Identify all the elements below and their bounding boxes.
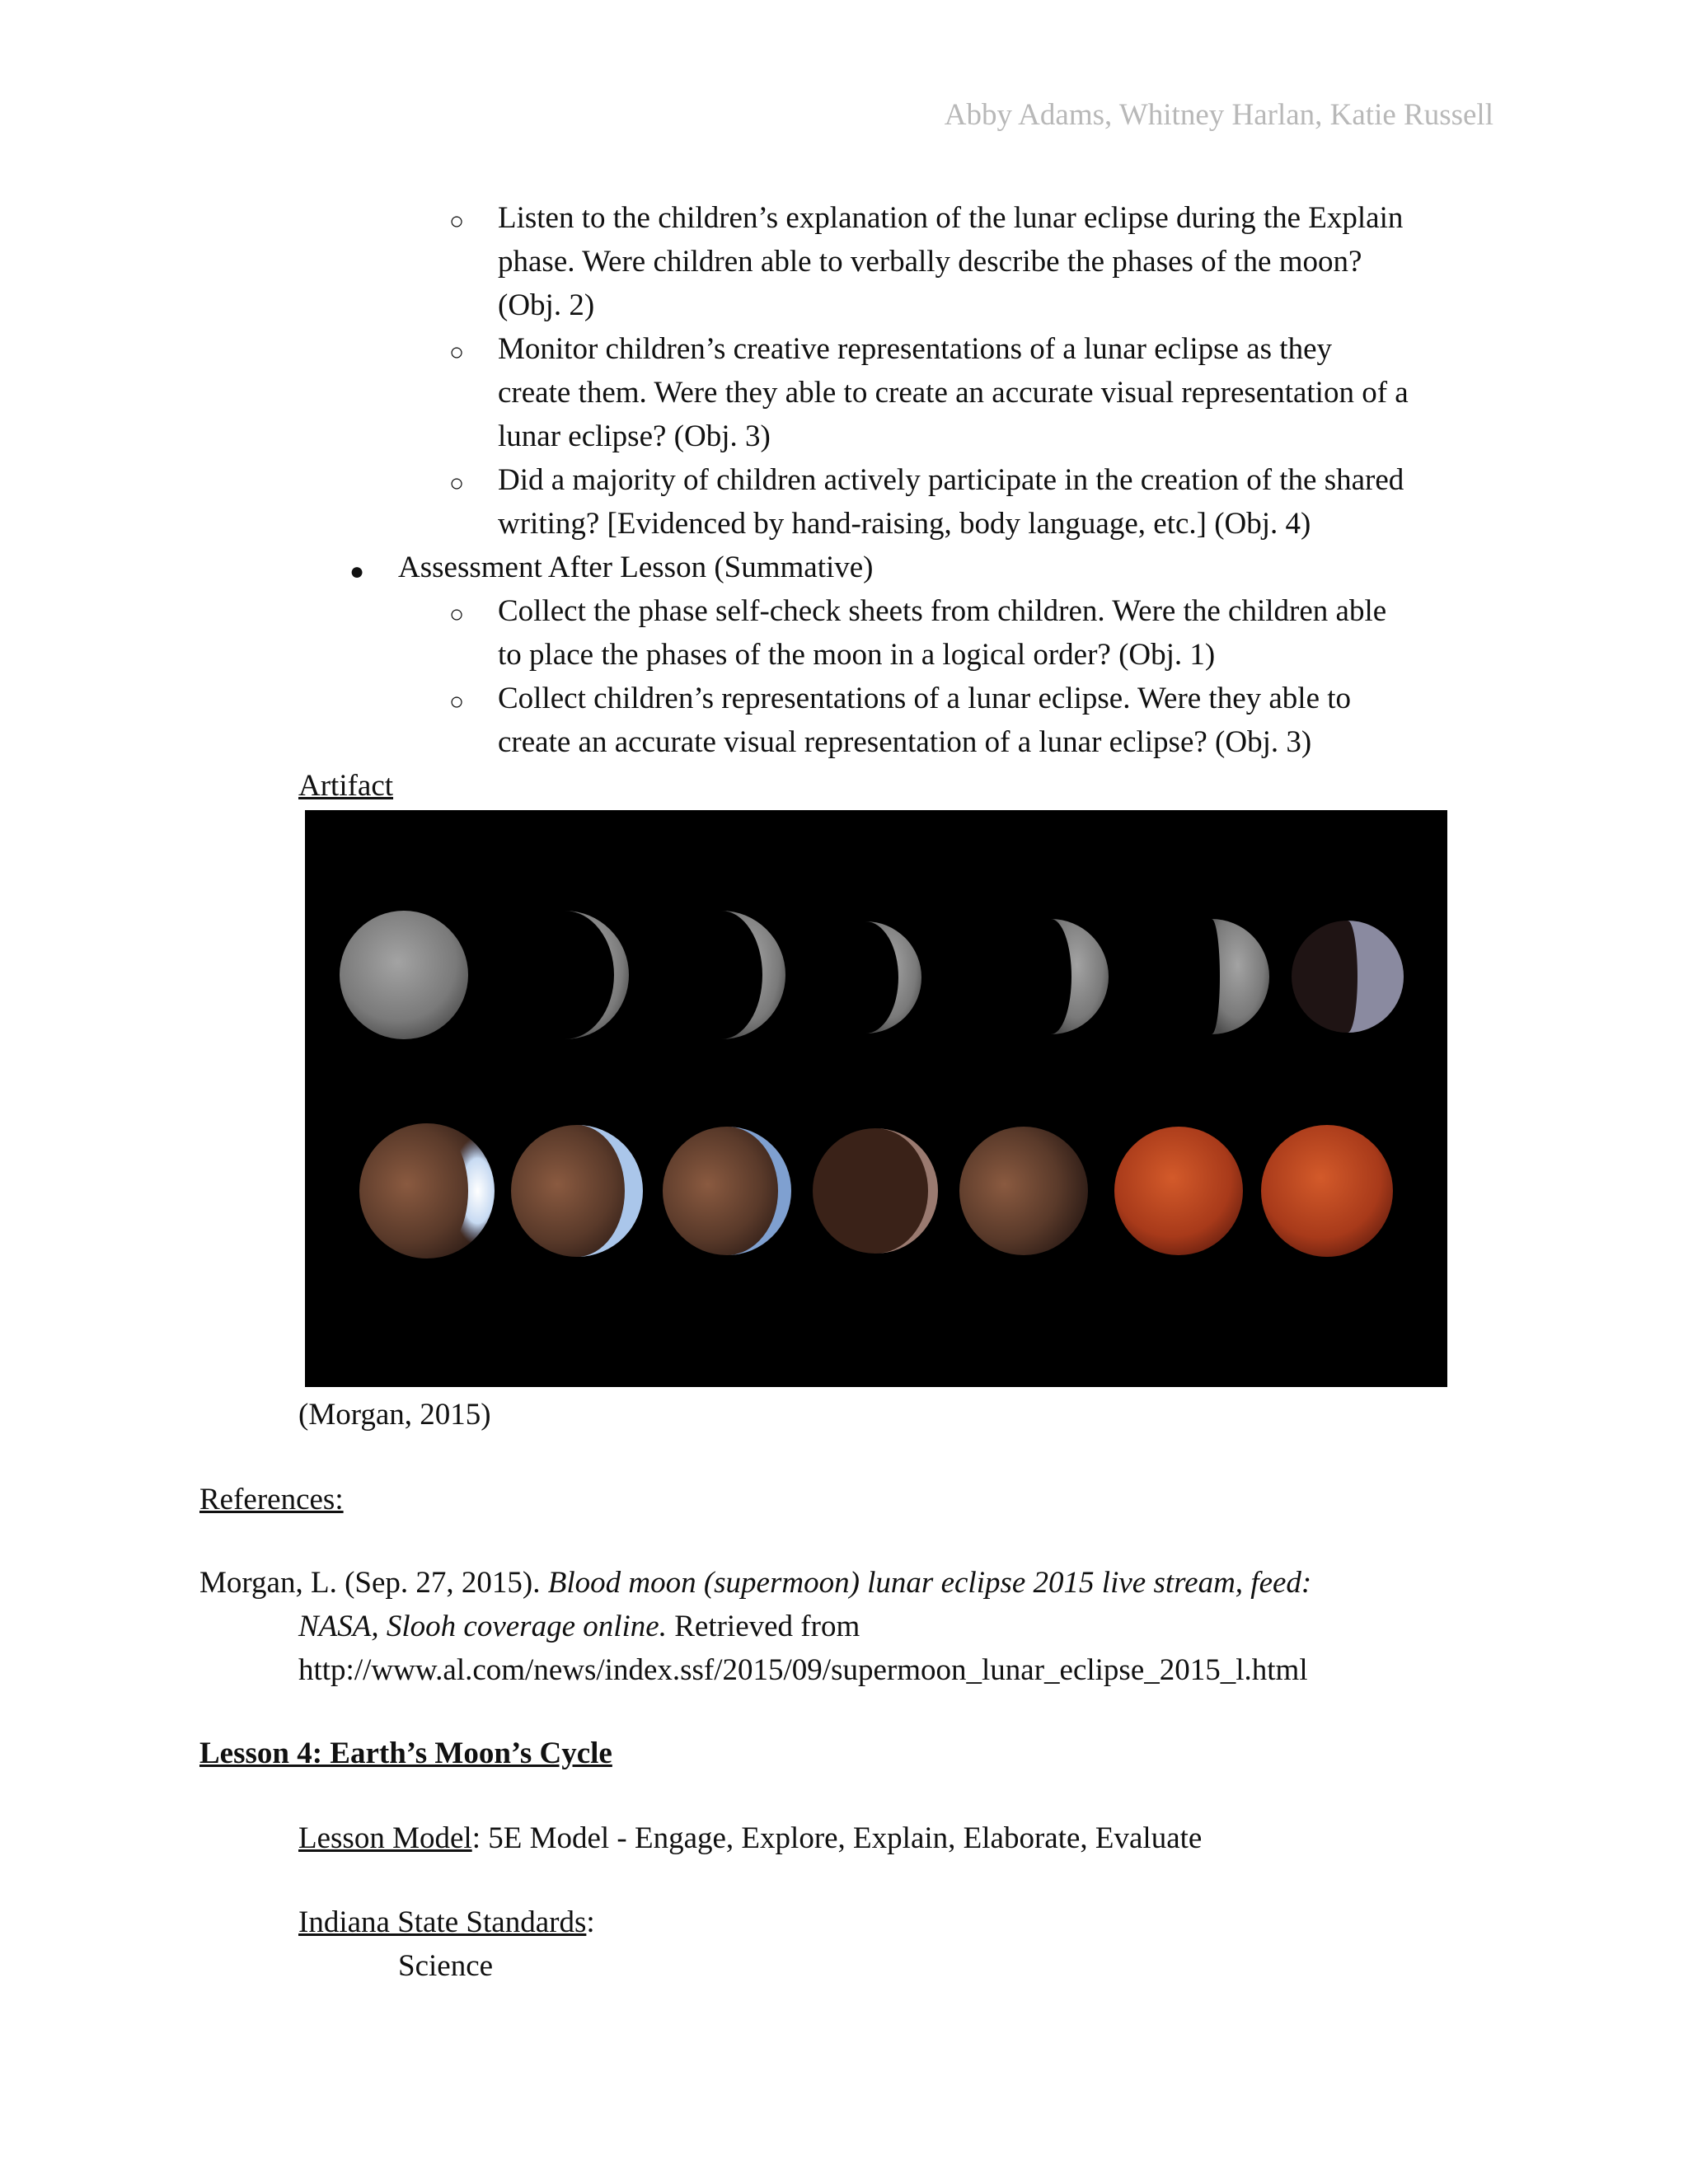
references-heading: References:	[199, 1483, 344, 1516]
reference-author-date: Morgan, L. (Sep. 27, 2015).	[199, 1566, 548, 1600]
after-lesson-label: Assessment After Lesson (Summative)	[398, 551, 874, 584]
moon-phase-icon	[340, 911, 468, 1039]
moon-phase-icon	[959, 1127, 1088, 1255]
standards-line	[298, 1900, 595, 1944]
assessment-item-line: to place the phases of the moon in a logical order? (Obj. 1)	[498, 638, 1216, 672]
standards-label: Indiana State Standards	[298, 1905, 587, 1939]
assessment-item-line: (Obj. 2)	[498, 288, 595, 322]
lunar-eclipse-photo	[305, 810, 1447, 1387]
standards-colon: :	[586, 1905, 595, 1939]
hollow-bullet-icon: ○	[449, 208, 465, 235]
lesson-model-value: : 5E Model - Engage, Explore, Explain, Elaborate, Evaluate	[471, 1821, 1203, 1855]
lesson-title: Lesson 4: Earth’s Moon’s Cycle	[199, 1736, 612, 1770]
reference-title: Blood moon (supermoon) lunar eclipse 2015 live stream, feed:	[547, 1566, 1312, 1600]
assessment-item-line: lunar eclipse? (Obj. 3)	[498, 419, 771, 453]
hollow-bullet-icon: ○	[449, 339, 465, 366]
artifact-caption: (Morgan, 2015)	[298, 1398, 491, 1432]
assessment-item-line: Listen to the children’s explanation of the lunar eclipse during the Explain	[498, 201, 1404, 235]
assessment-item-line: create an accurate visual representation of a lunar eclipse? (Obj. 3)	[498, 725, 1312, 759]
moon-phase-icon	[1114, 1127, 1243, 1255]
standards-subject: Science	[398, 1949, 494, 1983]
reference-retrieved: Retrieved from	[666, 1610, 860, 1643]
filled-bullet-icon: ●	[349, 558, 365, 585]
reference-url: http://www.al.com/news/index.ssf/2015/09/supermoon_lunar_eclipse_2015_l.html	[298, 1653, 1308, 1687]
assessment-item-line: Collect the phase self-check sheets from children. Were the children able	[498, 594, 1387, 628]
lesson-model-line	[298, 1816, 1202, 1860]
hollow-bullet-icon: ○	[449, 470, 465, 497]
moon-phase-icon	[1261, 1125, 1393, 1257]
assessment-item-line: Did a majority of children actively participate in the creation of the shared	[498, 463, 1404, 497]
assessment-item-line: create them. Were they able to create an accurate visual representation of a	[498, 376, 1409, 410]
assessment-item-line: phase. Were children able to verbally describe the phases of the moon?	[498, 245, 1362, 279]
page-header-authors: Abby Adams, Whitney Harlan, Katie Russell	[944, 98, 1493, 132]
reference-line-2	[298, 1605, 860, 1648]
artifact-heading: Artifact	[298, 769, 394, 803]
reference-title-cont: NASA, Slooh coverage online.	[298, 1610, 667, 1643]
assessment-item-line: writing? [Evidenced by hand-raising, body language, etc.] (Obj. 4)	[498, 507, 1311, 541]
assessment-item-line: Collect children’s representations of a lunar eclipse. Were they able to	[498, 682, 1352, 715]
hollow-bullet-icon: ○	[449, 688, 465, 715]
reference-line-1	[199, 1561, 1311, 1605]
hollow-bullet-icon: ○	[449, 601, 465, 628]
lesson-model-label: Lesson Model	[298, 1821, 472, 1855]
assessment-item-line: Monitor children’s creative representations of a lunar eclipse as they	[498, 332, 1332, 366]
